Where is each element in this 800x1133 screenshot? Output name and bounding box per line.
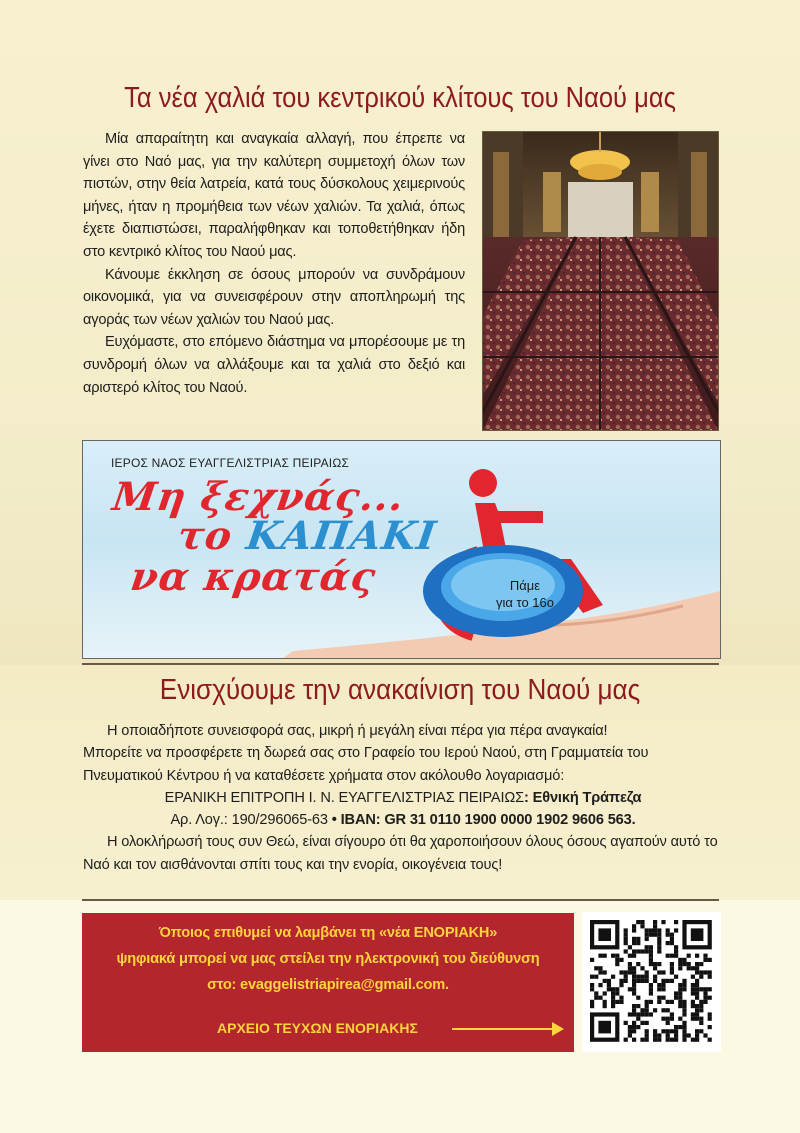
article-body — [83, 128, 465, 399]
banner-slogan-line-1: Μη ξεχνάς... — [109, 474, 408, 520]
renovation-body — [83, 720, 723, 876]
cap-label-line-2: για το 16ο — [496, 595, 554, 610]
bank-committee-line — [83, 787, 723, 809]
banner-slogan-line-3: να κρατάς — [127, 554, 380, 600]
article-paragraph: Κάνουμε έκκληση σε όσους μπορούν να συνδράμουν οικονομικά, για να συνεισφέρουν στην αποπληρωμή της αγοράς των νέων χαλιών του Ναού μας. — [83, 266, 465, 328]
subscription-line-1: Όποιος επιθυμεί να λαμβάνει τη «νέα ΕΝΟΡΙΑΚΗ» — [158, 925, 498, 941]
bullet-icon: • — [331, 812, 337, 829]
subscription-line-2: ψηφιακά μπορεί να μας στείλει την ηλεκτρονική του διεύθυνση — [116, 951, 540, 967]
church-carpets-photo — [482, 131, 719, 431]
article-title: Τα νέα χαλιά του κεντρικού κλίτους του Ναού μας — [124, 82, 676, 114]
account-number: Αρ. Λογ.: 190/296065-63 — [170, 812, 328, 829]
subscription-box — [82, 913, 574, 1052]
subscription-email[interactable]: στο: evaggelistriapirea@gmail.com. — [207, 977, 449, 993]
qr-code-icon[interactable] — [582, 912, 721, 1052]
arrow-right-icon — [452, 1028, 556, 1030]
article-paragraph: Μία απαραίτητη και αναγκαία αλλαγή, που έπρεπε να γίνει στο Ναό μας, για την καλύτερη συμμετοχή όλων των πιστών, στην θεία λατρεία, κατά τους δύσκολους χειμερινούς μήνες, ήταν η προμήθεια των νέων χαλιών. Τα χαλιά, όπως έχετε διαπιστώσει, παραλήφθηκαν και τοποθετήθηκαν ήδη στο κεντρικό κλίτος του Ναού μας. — [83, 131, 465, 260]
committee-name: ΕΡΑΝΙΚΗ ΕΠΙΤΡΟΠΗ Ι. Ν. ΕΥΑΓΓΕΛΙΣΤΡΙΑΣ ΠΕΙΡΑΙΩΣ — [164, 789, 525, 806]
banner-slogan-highlight: ΚΑΠΑΚΙ — [243, 513, 440, 559]
renovation-paragraph: Η ολοκλήρωσή τους συν Θεώ, είναι σίγουρο ότι θα χαροποιήσουν όλους όσους αγαπούν αυτό το Ναό και τον αισθάνονται σπίτι τους και την ενορία, οικογένεια τους! — [83, 834, 718, 873]
archive-link[interactable]: ΑΡΧΕΙΟ ΤΕΥΧΩΝ ΕΝΟΡΙΑΚΗΣ — [217, 1020, 418, 1036]
bottle-cap-banner — [82, 440, 721, 659]
renovation-paragraph: Μπορείτε να προσφέρετε τη δωρεά σας στο Γραφείο του Ιερού Ναού, στη Γραμματεία του Πνευματικού Κέντρου ή να καταθέσετε χρήματα στον ακόλουθο λογαριασμό: — [83, 745, 649, 784]
article-paragraph: Ευχόμαστε, στο επόμενο διάστημα να μπορέσουμε με τη συνδρομή όλων να αλλάξουμε και τα χαλιά στο δεξιό και αριστερό κλίτος του Ναού. — [83, 334, 465, 396]
renovation-paragraph: Η οποιαδήποτε συνεισφορά σας, μικρή ή μεγάλη είναι πέρα για πέρα αναγκαία! — [107, 723, 608, 739]
section-divider — [82, 663, 719, 665]
banner-header: ΙΕΡΟΣ ΝΑΟΣ ΕΥΑΓΓΕΛΙΣΤΡΙΑΣ ΠΕΙΡΑΙΩΣ — [111, 456, 350, 470]
cap-label-line-1: Πάμε — [509, 578, 541, 593]
bottle-cap-label — [475, 577, 575, 611]
iban-number: IBAN: GR 31 0110 1900 0000 1902 9606 563. — [340, 812, 636, 829]
banner-slogan-line-2 — [175, 513, 440, 559]
bank-name: : Εθνική Τράπεζα — [524, 789, 642, 806]
account-line — [83, 809, 723, 831]
arrow-head-icon — [552, 1022, 564, 1036]
banner-slogan-prefix: το — [174, 513, 236, 559]
section-divider — [82, 899, 719, 901]
renovation-title: Ενισχύουμε την ανακαίνιση του Ναού μας — [159, 674, 641, 706]
